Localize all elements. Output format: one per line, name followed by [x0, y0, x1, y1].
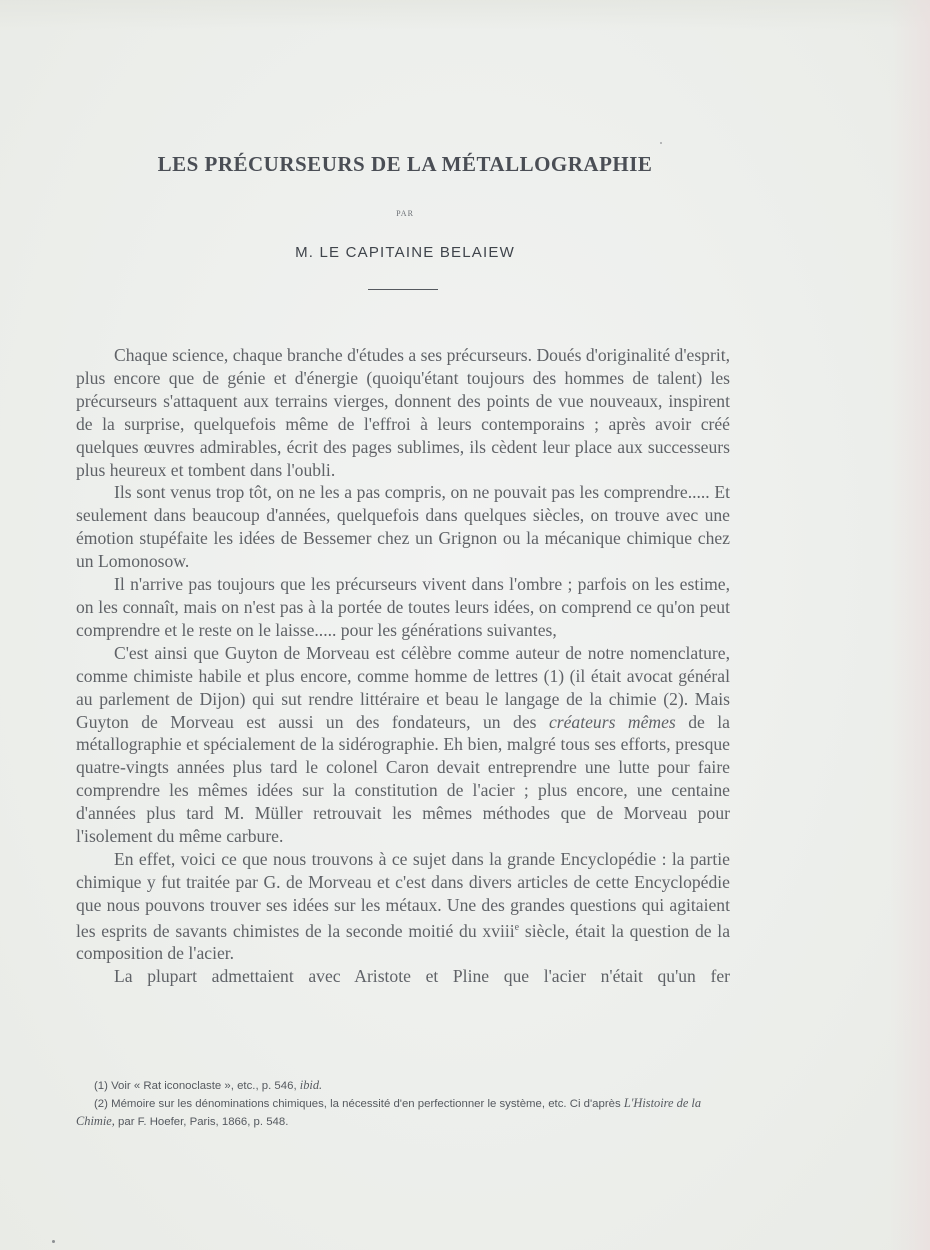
paragraph-5-part-b: siècle, était la question de la composition de l'acier. [76, 920, 731, 964]
paragraph-3: Il n'arrive pas toujours que les précurseurs vivent dans l'ombre ; parfois on les estime, on les connaît, mais on n'est pas à la portée de toutes leurs idées, on comprend ce qu'on peut comprendre et le reste on le laisse..... pour les générations suivantes, [76, 574, 730, 640]
footnote-1 [76, 1077, 736, 1095]
title-divider [368, 289, 438, 290]
paragraph-5 [76, 848, 730, 965]
page-edge-stain-right [890, 0, 930, 1250]
article-author: M. LE CAPITAINE BELAIEW [295, 244, 515, 261]
page-speck [52, 1240, 55, 1243]
article-body [76, 344, 730, 988]
footnote-2 [76, 1095, 736, 1131]
paragraph-4-italic: créateurs mêmes [548, 711, 676, 732]
footnotes [76, 1077, 736, 1131]
paragraph-5-part-a: En effet, voici ce que nous trouvons à ce sujet dans la grande Encyclopédie : la partie chimique y fut traitée par G. de Morveau et c'est dans divers articles de cette Encyclopédie que nous pouvons trouver ses idées sur les métaux. Une des grandes questions qui agitaient les esprits de savants chimistes de la seconde moitié du xviii [76, 848, 730, 941]
paragraph-4 [76, 642, 730, 848]
paragraph-5-superscript: e [514, 921, 520, 933]
page-edge-stain-top [0, 0, 930, 30]
byline-par: PAR [396, 209, 414, 218]
footnote-2-text: (2) Mémoire sur les dénominations chimiques, la nécessité d'en perfectionner le système, etc. Ci d'après [94, 1098, 624, 1110]
paragraph-4-part-b: de la métallographie et spécialement de la sidérographie. Eh bien, malgré tous ses efforts, presque quatre-vingts années plus tard le colonel Caron devait entreprendre une lutte pour faire comprendre les mêmes idées sur la constitution de l'acier ; plus encore, une centaine d'années plus tard M. Müller retrouvait les mêmes méthodes que de Morveau pour l'isolement du même carbure. [76, 711, 730, 847]
footnote-1-text: (1) Voir « Rat iconoclaste », etc., p. 546, [94, 1080, 300, 1092]
footnote-2-publisher: par F. Hoefer, Paris, 1866, p. 548. [114, 1116, 289, 1128]
footnote-2-book-title: L'Histoire de la Chimie, [76, 1096, 702, 1128]
paragraph-2: Ils sont venus trop tôt, on ne les a pas compris, on ne pouvait pas les comprendre..... Et seulement dans beaucoup d'années, quelquefois dans quelques siècles, on trouve avec une émotion stupéfaite les idées de Bessemer chez un Grignon ou la mécanique chimique chez un Lomonosow. [76, 482, 730, 572]
article-title: LES PRÉCURSEURS DE LA MÉTALLOGRAPHIE [157, 152, 653, 176]
paragraph-4-part-a: C'est ainsi que Guyton de Morveau est célèbre comme auteur de notre nomenclature, comme chimiste habile et plus encore, comme homme de lettres (1) (il était avocat général au parlement de Dijon) qui sut rendre littéraire et beau le langage de la chimie (2). Mais Guyton de Morveau est aussi un des fondateurs, un des [76, 642, 730, 732]
footnote-1-ibid: ibid. [299, 1078, 323, 1092]
paragraph-1: Chaque science, chaque branche d'études a ses précurseurs. Doués d'originalité d'esprit, plus encore que de génie et d'énergie (quoiqu'étant toujours des hommes de talent) les précurseurs s'attaquent aux terrains vierges, donnent des points de vue nouveaux, inspirent de la surprise, quelquefois même de l'effroi à leurs contemporains ; après avoir créé quelques œuvres admirables, écrit des pages sublimes, ils cèdent leur place aux successeurs plus heureux et tombent dans l'oubli. [76, 345, 730, 480]
paragraph-6: La plupart admettaient avec Aristote et Pline que l'acier n'était qu'un fer [114, 966, 730, 987]
page-speck [660, 142, 662, 144]
